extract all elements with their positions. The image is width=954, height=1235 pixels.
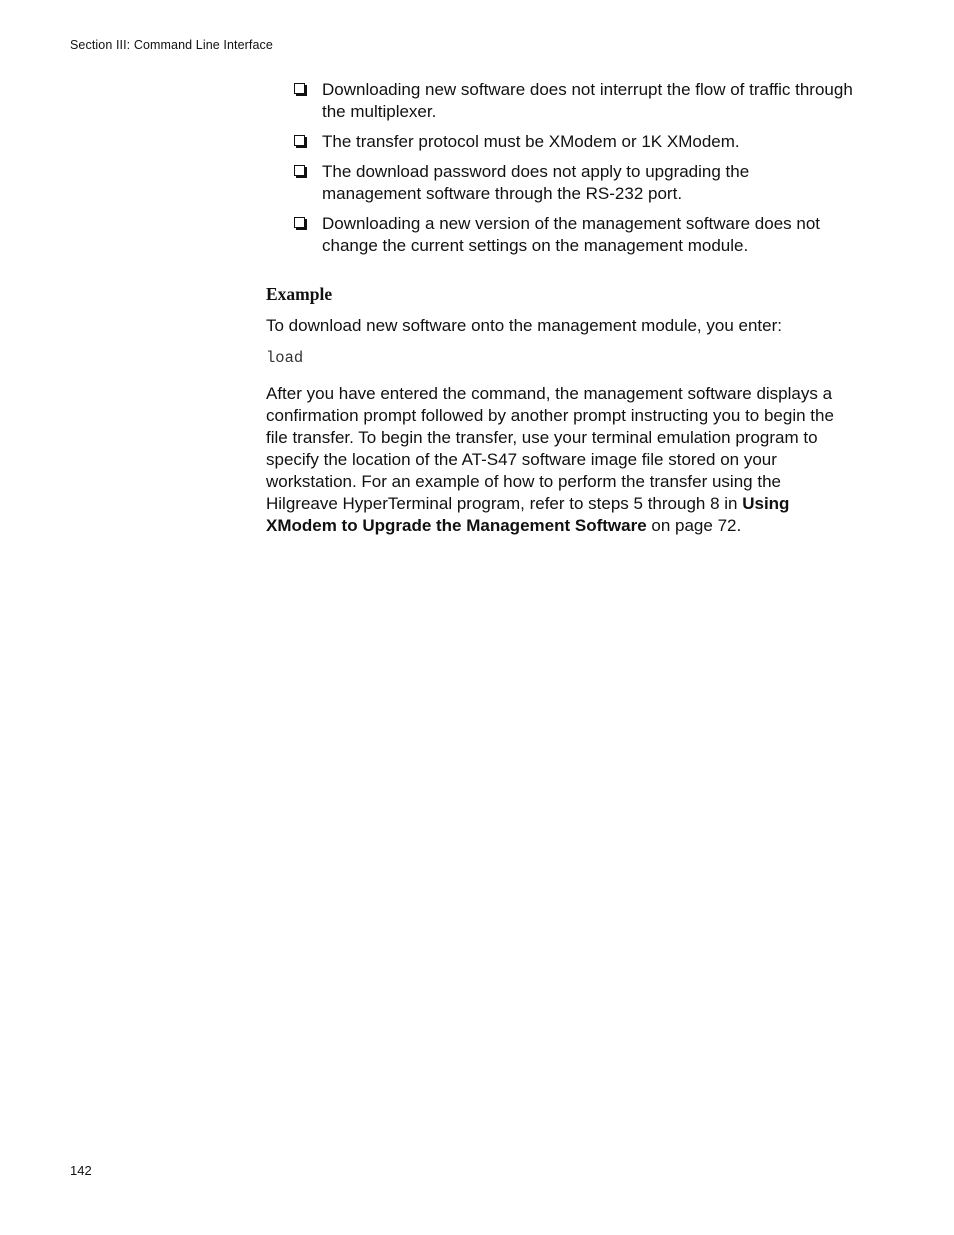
example-heading: Example [266,284,333,304]
list-item-text: Downloading new software does not interrupt the flow of traffic through the multiplexer. [322,80,853,121]
command-code: load [266,349,304,367]
list-item-text: The download password does not apply to upgrading the management software through the RS-232 port. [322,162,750,203]
list-item [293,161,853,205]
example-section [266,283,834,537]
page-number: 142 [70,1163,92,1178]
checkbox-bullet-icon [294,135,305,146]
cross-reference-link[interactable]: Using XModem to Upgrade the Management Software [266,494,790,535]
section-header: Section III: Command Line Interface [70,38,273,52]
example-intro: To download new software onto the management module, you enter: [266,316,782,335]
list-item-text: The transfer protocol must be XModem or 1K XModem. [322,132,740,151]
list-item [293,79,853,123]
list-item [293,213,853,257]
checkbox-bullet-icon [294,165,305,176]
list-item [293,131,853,153]
checkbox-bullet-icon [294,217,305,228]
notes-list [293,79,853,265]
checkbox-bullet-icon [294,83,305,94]
paragraph-text: After you have entered the command, the management software displays a confirmation prompt followed by another prompt instructing you to begin the file transfer. To begin the transfer, use your terminal emulation program to specify the location of the AT-S47 software image file stored on your workstation. For an example of how to perform the transfer using the Hilgreave HyperTerminal program, refer to steps 5 through 8 in [266,384,834,513]
list-item-text: Downloading a new version of the management software does not change the current settings on the management module. [322,214,821,255]
example-paragraph [266,383,834,537]
paragraph-text-end: on page 72. [646,516,742,535]
